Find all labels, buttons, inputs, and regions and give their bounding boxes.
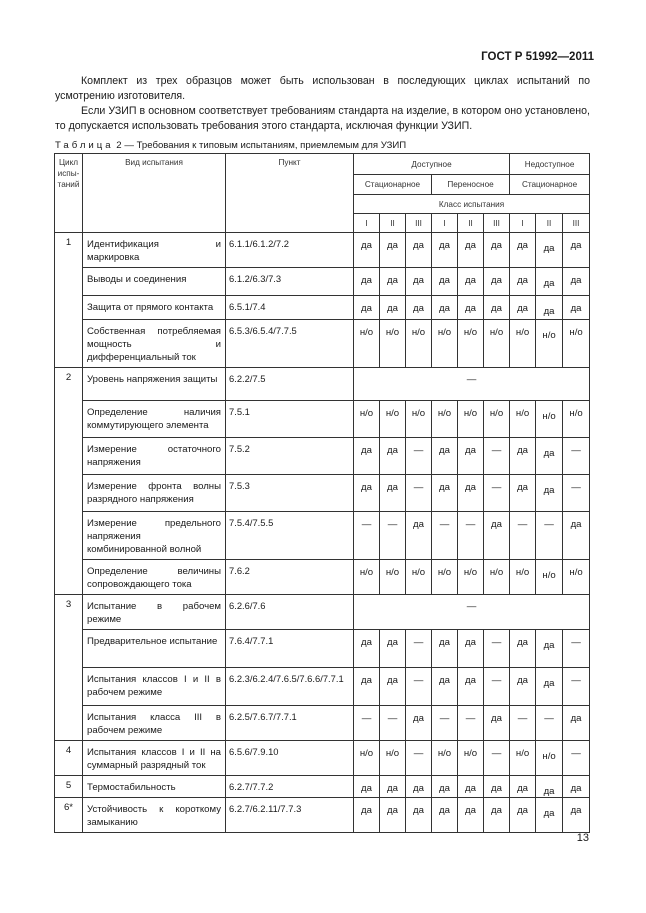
value-cell: да [536, 438, 563, 475]
test-name: Измерение остаточного напряжения [83, 438, 226, 475]
value-cell: да [406, 776, 432, 798]
value-cell: н/о [380, 401, 406, 438]
roman-header: II [536, 214, 563, 233]
value-cell: — [563, 438, 590, 475]
value-cell: н/о [563, 320, 590, 368]
value-cell: да [458, 268, 484, 296]
value-cell: н/о [484, 560, 510, 595]
value-cell: да [484, 296, 510, 320]
value-cell: — [536, 512, 563, 560]
table-body [55, 233, 590, 833]
roman-header: I [354, 214, 380, 233]
test-name: Идентификация и маркировка [83, 233, 226, 268]
value-cell: да [380, 268, 406, 296]
value-cell: да [484, 268, 510, 296]
value-cell: да [380, 776, 406, 798]
value-cell: да [536, 798, 563, 833]
cycle-number: 3 [55, 595, 83, 741]
table-row [55, 512, 590, 560]
value-cell: н/о [406, 320, 432, 368]
value-cell: да [432, 776, 458, 798]
value-cell: да [406, 798, 432, 833]
value-cell: н/о [432, 741, 458, 776]
value-cell: да [510, 798, 536, 833]
value-cell: да [563, 776, 590, 798]
table-row [55, 630, 590, 668]
value-cell: — [380, 512, 406, 560]
value-cell: н/о [484, 401, 510, 438]
clause-reference: 6.2.7/7.7.2 [226, 776, 354, 798]
header-test-type: Вид испытания [83, 154, 226, 233]
value-cell: да [563, 512, 590, 560]
test-name: Измерение предельного напряжения комбинированной волной [83, 512, 226, 560]
test-name: Устойчивость к короткому замыканию [83, 798, 226, 833]
value-cell: н/о [432, 320, 458, 368]
value-cell: — [406, 475, 432, 512]
test-name: Испытание в рабочем режиме [83, 595, 226, 630]
value-cell: да [406, 512, 432, 560]
value-cell: да [354, 776, 380, 798]
value-cell: н/о [510, 741, 536, 776]
header-test-class: Класс испытания [354, 195, 590, 214]
value-cell: да [510, 668, 536, 706]
value-cell: да [432, 233, 458, 268]
merged-value-cell: — [354, 595, 590, 630]
clause-reference: 6.5.3/6.5.4/7.7.5 [226, 320, 354, 368]
value-cell: — [563, 475, 590, 512]
value-cell: да [536, 776, 563, 798]
value-cell: да [354, 475, 380, 512]
value-cell: да [510, 233, 536, 268]
table-row [55, 401, 590, 438]
test-name: Термостабильность [83, 776, 226, 798]
value-cell: — [484, 630, 510, 668]
page-number: 13 [576, 832, 589, 844]
value-cell: да [510, 475, 536, 512]
value-cell: н/о [536, 320, 563, 368]
value-cell: н/о [510, 320, 536, 368]
value-cell: да [354, 630, 380, 668]
paragraph-2: Если УЗИП в основном соответствует требованиям стандарта на изделие, в котором оно установлено, то допускается использовать требования этого стандарта, исключая функции УЗИП. [55, 105, 590, 132]
value-cell: да [458, 296, 484, 320]
test-name: Определение наличия коммутирующего элемента [83, 401, 226, 438]
value-cell: да [510, 776, 536, 798]
value-cell: н/о [536, 560, 563, 595]
test-name: Выводы и соединения [83, 268, 226, 296]
value-cell: — [380, 706, 406, 741]
value-cell: да [432, 475, 458, 512]
clause-reference: 7.6.4/7.7.1 [226, 630, 354, 668]
table-row [55, 320, 590, 368]
value-cell: — [536, 706, 563, 741]
value-cell: н/о [354, 401, 380, 438]
value-cell: да [354, 233, 380, 268]
test-name: Предварительное испытание [83, 630, 226, 668]
value-cell: — [510, 706, 536, 741]
value-cell: да [354, 438, 380, 475]
value-cell: — [406, 438, 432, 475]
value-cell: да [484, 798, 510, 833]
header-inaccessible: Недоступное [510, 154, 590, 175]
value-cell: да [432, 798, 458, 833]
value-cell: да [484, 706, 510, 741]
value-cell: да [536, 630, 563, 668]
value-cell: да [406, 296, 432, 320]
value-cell: н/о [354, 320, 380, 368]
table-row [55, 560, 590, 595]
value-cell: да [380, 630, 406, 668]
value-cell: н/о [432, 401, 458, 438]
value-cell: да [563, 798, 590, 833]
value-cell: да [536, 668, 563, 706]
value-cell: да [510, 296, 536, 320]
table-row [55, 595, 590, 630]
clause-reference: 6.2.2/7.5 [226, 368, 354, 401]
value-cell: — [563, 741, 590, 776]
value-cell: н/о [458, 741, 484, 776]
paragraph-1: Комплект из трех образцов может быть использован в последующих циклах испытаний по усмотрению изготовителя. [55, 75, 590, 102]
value-cell: — [563, 630, 590, 668]
value-cell: н/о [484, 320, 510, 368]
table-row [55, 706, 590, 741]
value-cell: н/о [510, 401, 536, 438]
document-standard-number: ГОСТ Р 51992—2011 [481, 51, 594, 63]
test-name: Измерение фронта волны разрядного напряжения [83, 475, 226, 512]
value-cell: да [484, 512, 510, 560]
value-cell: да [510, 630, 536, 668]
test-name: Испытания класса III в рабочем режиме [83, 706, 226, 741]
value-cell: — [484, 438, 510, 475]
table-row [55, 776, 590, 798]
value-cell: да [432, 296, 458, 320]
header-accessible: Доступное [354, 154, 510, 175]
value-cell: да [380, 798, 406, 833]
table-row [55, 268, 590, 296]
value-cell: н/о [536, 741, 563, 776]
caption-label: Таблица [55, 140, 114, 151]
value-cell: н/о [458, 560, 484, 595]
clause-reference: 7.5.2 [226, 438, 354, 475]
value-cell: да [563, 706, 590, 741]
table-caption [55, 140, 406, 151]
value-cell: н/о [563, 560, 590, 595]
value-cell: да [354, 296, 380, 320]
value-cell: да [458, 776, 484, 798]
header-portable: Переносное [432, 175, 510, 195]
value-cell: да [536, 233, 563, 268]
merged-value-cell: — [354, 368, 590, 401]
value-cell: — [458, 706, 484, 741]
clause-reference: 7.5.1 [226, 401, 354, 438]
value-cell: да [458, 475, 484, 512]
value-cell: н/о [354, 560, 380, 595]
clause-reference: 6.5.6/7.9.10 [226, 741, 354, 776]
value-cell: — [484, 668, 510, 706]
value-cell: да [380, 296, 406, 320]
header-stationary: Стационарное [354, 175, 432, 195]
value-cell: да [510, 438, 536, 475]
test-name: Уровень напряжения защиты [83, 368, 226, 401]
value-cell: да [536, 296, 563, 320]
roman-header: III [406, 214, 432, 233]
table-row [55, 368, 590, 401]
value-cell: да [406, 233, 432, 268]
table-row [55, 438, 590, 475]
value-cell: да [536, 475, 563, 512]
roman-header: I [510, 214, 536, 233]
value-cell: да [458, 233, 484, 268]
cycle-number: 1 [55, 233, 83, 368]
roman-header: II [380, 214, 406, 233]
header-stationary-inaccessible: Стационарное [510, 175, 590, 195]
roman-header: III [484, 214, 510, 233]
value-cell: — [406, 741, 432, 776]
clause-reference: 7.5.3 [226, 475, 354, 512]
value-cell: — [484, 741, 510, 776]
test-requirements-table [54, 153, 590, 833]
value-cell: н/о [380, 320, 406, 368]
value-cell: н/о [354, 741, 380, 776]
value-cell: — [432, 512, 458, 560]
value-cell: да [354, 798, 380, 833]
cycle-number: 4 [55, 741, 83, 776]
value-cell: — [406, 630, 432, 668]
clause-reference: 7.6.2 [226, 560, 354, 595]
value-cell: н/о [563, 401, 590, 438]
value-cell: да [406, 706, 432, 741]
value-cell: — [458, 512, 484, 560]
value-cell: да [563, 296, 590, 320]
value-cell: н/о [458, 401, 484, 438]
value-cell: да [354, 668, 380, 706]
value-cell: да [380, 475, 406, 512]
value-cell: да [432, 630, 458, 668]
value-cell: да [406, 268, 432, 296]
value-cell: да [432, 668, 458, 706]
value-cell: да [380, 233, 406, 268]
clause-reference: 6.1.1/6.1.2/7.2 [226, 233, 354, 268]
value-cell: да [563, 268, 590, 296]
value-cell: да [536, 268, 563, 296]
test-name: Испытания классов I и II на суммарный разрядный ток [83, 741, 226, 776]
clause-reference: 6.2.7/6.2.11/7.7.3 [226, 798, 354, 833]
test-name: Испытания классов I и II в рабочем режиме [83, 668, 226, 706]
value-cell: да [432, 438, 458, 475]
value-cell: н/о [406, 401, 432, 438]
caption-number: 2 [116, 140, 122, 151]
clause-reference: 6.2.5/7.6.7/7.7.1 [226, 706, 354, 741]
roman-header: I [432, 214, 458, 233]
value-cell: н/о [432, 560, 458, 595]
value-cell: да [380, 438, 406, 475]
value-cell: да [380, 668, 406, 706]
value-cell: — [406, 668, 432, 706]
header-cycle: Цикл испы-таний [55, 154, 83, 233]
table-row [55, 741, 590, 776]
value-cell: да [432, 268, 458, 296]
table-row [55, 475, 590, 512]
header-clause: Пункт [226, 154, 354, 233]
caption-text: — Требования к типовым испытаниям, приемлемым для УЗИП [124, 140, 407, 151]
value-cell: да [458, 798, 484, 833]
clause-reference: 6.2.3/6.2.4/7.6.5/7.6.6/7.7.1 [226, 668, 354, 706]
test-name: Собственная потребляемая мощность и дифференциальный ток [83, 320, 226, 368]
table-row [55, 798, 590, 833]
value-cell: да [458, 630, 484, 668]
value-cell: — [563, 668, 590, 706]
table-row [55, 233, 590, 268]
roman-header: III [563, 214, 590, 233]
test-name: Защита от прямого контакта [83, 296, 226, 320]
value-cell: — [484, 475, 510, 512]
value-cell: н/о [536, 401, 563, 438]
value-cell: н/о [380, 560, 406, 595]
cycle-number: 5 [55, 776, 83, 798]
value-cell: да [510, 268, 536, 296]
value-cell: да [354, 268, 380, 296]
clause-reference: 6.5.1/7.4 [226, 296, 354, 320]
clause-reference: 6.2.6/7.6 [226, 595, 354, 630]
value-cell: — [354, 706, 380, 741]
clause-reference: 7.5.4/7.5.5 [226, 512, 354, 560]
cycle-number: 6* [55, 798, 83, 833]
value-cell: да [484, 233, 510, 268]
value-cell: н/о [406, 560, 432, 595]
table-row [55, 296, 590, 320]
value-cell: н/о [458, 320, 484, 368]
value-cell: — [354, 512, 380, 560]
value-cell: да [458, 668, 484, 706]
value-cell: н/о [380, 741, 406, 776]
value-cell: да [458, 438, 484, 475]
value-cell: да [563, 233, 590, 268]
table-row [55, 668, 590, 706]
roman-header: II [458, 214, 484, 233]
cycle-number: 2 [55, 368, 83, 595]
test-name: Определение величины сопровождающего тока [83, 560, 226, 595]
clause-reference: 6.1.2/6.3/7.3 [226, 268, 354, 296]
value-cell: — [510, 512, 536, 560]
value-cell: н/о [510, 560, 536, 595]
value-cell: — [432, 706, 458, 741]
value-cell: да [484, 776, 510, 798]
